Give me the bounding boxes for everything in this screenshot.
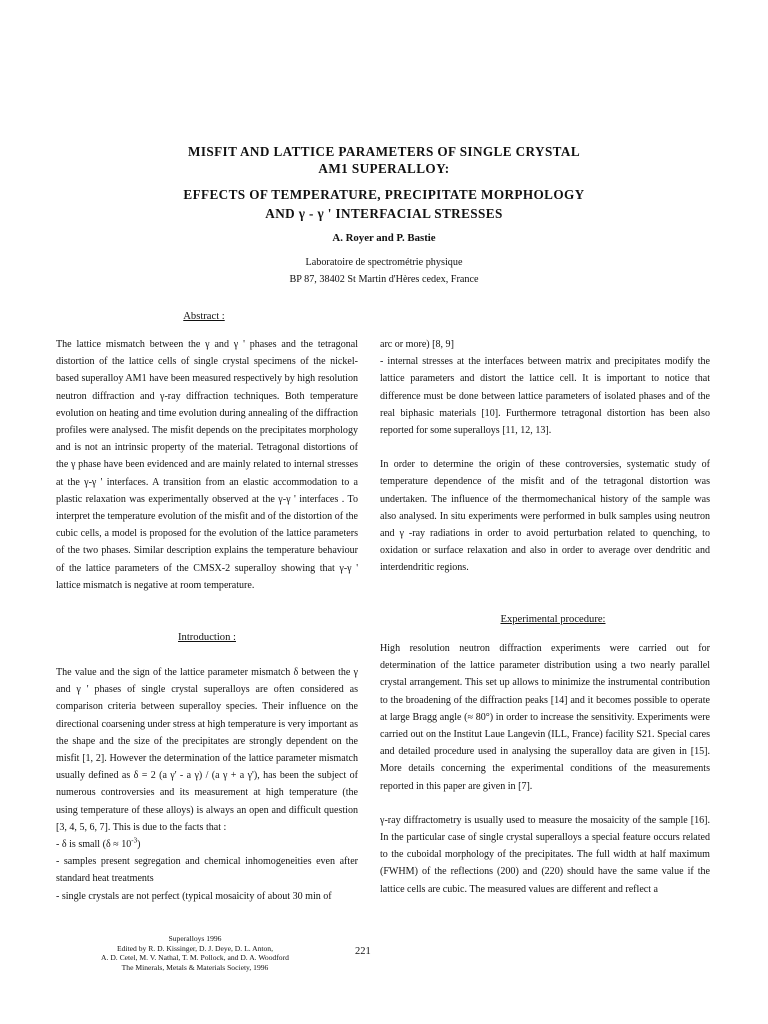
footer-line: A. D. Cetel, M. V. Nathal, T. M. Pollock, and D. A. Woodford (101, 953, 289, 963)
experimental-column (380, 640, 710, 898)
left-column (56, 336, 358, 594)
right-paragraph: - internal stresses at the interfaces between matrix and precipitates modify the lattice parameters and distort the lattice cell. It is important to notice that difference must be done between lattice parameters of isolated phases and of the real biphasic materials [10]. Furthermore tetragonal distortion has been also reported for some superalloys [11, 12, 13]. (380, 356, 710, 437)
title-line: EFFECTS OF TEMPERATURE, PRECIPITATE MORPHOLOGY (183, 187, 585, 202)
title-line: AND γ - γ ' INTERFACIAL STRESSES (265, 205, 503, 221)
right-paragraph: arc or more) [8, 9] (380, 339, 454, 350)
intro-bullet: - δ is small $(\delta \approx 10^{-3})$ (56, 836, 141, 851)
authors: A. Royer and P. Bastie (332, 232, 436, 244)
affiliation-line: BP 87, 38402 St Martin d'Hères cedex, France (289, 274, 479, 285)
intro-bullet: - samples present segregation and chemical inhomogeneities even after standard heat treatments (56, 856, 358, 885)
page-number: 221 (355, 946, 371, 957)
abstract-heading: Abstract : (183, 311, 225, 322)
footer-line: Superalloys 1996 (168, 934, 222, 943)
title-line: MISFIT AND LATTICE PARAMETERS OF SINGLE CRYSTAL (187, 144, 581, 159)
intro-bullet: - single crystals are not perfect (typical mosaicity of about 30 min of (56, 890, 332, 902)
introduction-heading: Introduction : (178, 632, 236, 643)
experimental-paragraph: γ-ray diffractometry is usually used to measure the mosaicity of the sample [16]. In the particular case of single crystal superalloys a special feature occurs related to the cuboidal morphology of the precipitates. The full width at half maximum (FWHM) of the reflections (200) and (220) should have the same value if the lattice cells are cubic. The measured values are different and reflect a (380, 814, 710, 895)
intro-text: The value and the sign of the lattice parameter mismatch δ between the γ and γ ' phases of single crystal superalloys are often considered as comparison criteria between superalloy species. Their influence on the directional coarsening under stress at high temperature is very important as the shape and the size of the precipitates are strongly dependent on the misfit [1, 2]. However the determination of the lattice parameter mismatch usually defined as δ = 2 (a γ' - a γ) / (a γ + a γ'), has been the subject of numerous controversies and its measurement at high temperature (the using temperature of these alloys) is always an open and difficult question [3, 4, 5, 6, 7]. This is due to the facts that : (56, 667, 358, 833)
paper-title (0, 144, 768, 222)
footer-line: The Minerals, Metals & Materials Society, 1996 (121, 962, 269, 972)
affiliation (0, 254, 768, 288)
right-column (380, 336, 710, 577)
experimental-paragraph: High resolution neutron diffraction experiments were carried out for determination of the lattice parameter distribution using a two nearly parallel crystal arrangement. This set up allows to minimize the instrumental contribution to the broadening of the diffraction peaks [14] and it becomes possible to operate at large Bragg angle (≈ 80°) in order to increase the sensitivity. Experiments were carried out on the Institut Laue Langevin (ILL, France) facility S21. Special cares and detailed procedure used in analysing the superalloy data are given in [15]. More details concerning the experimental conditions of the measurements reported in this paper are given in [7]. (380, 643, 710, 792)
publication-footer (50, 934, 340, 972)
right-paragraph: In order to determine the origin of these controversies, systematic study of temperature dependence of the misfit and of the tetragonal distortion was undertaken. The influence of the thermomechanical history of the sample was also analysed. In situ experiments were performed in bulk samples using neutron and γ -ray radiations in order to avoid perturbation related to quenching, to oxidation or surface relaxation and also in order to average over dendritic and interdendritic regions. (380, 459, 710, 574)
abstract-text: The lattice mismatch between the γ and γ ' phases and the tetragonal distortion of the lattice cells of single crystal specimens of the nickel-based superalloy AM1 have been measured respectively by high resolution neutron diffraction and γ-ray diffraction techniques. Both temperature evolution on heating and time evolution during annealing of the diffraction profiles were analysed. The misfit depends on the precipitates morphology and is not an intrinsic property of the material. Tetragonal distortions of the γ phase have been evidenced and are mainly related to internal stresses at the γ-γ ' interfaces. A transition from an elastic accommodation to a plastic relaxation was experimentally observed at the γ-γ ' interfaces . To interpret the temperature evolution of the misfit and of the distortion of the cubic cells, a model is proposed for the evolution of the lattice parameters of the two phases. Similar description explains the temperature behaviour of the lattice parameters of the CMSX-2 superalloy showing that γ-γ ' lattice mismatch is negative at room temperature. (56, 339, 358, 591)
title-line: AM1 SUPERALLOY: (318, 160, 450, 176)
footer-line: Edited by R. D. Kissinger, D. J. Deye, D. L. Anton, (117, 943, 273, 953)
affiliation-line: Laboratoire de spectrométrie physique (305, 257, 463, 268)
experimental-heading: Experimental procedure: (500, 614, 606, 625)
intro-column (56, 664, 358, 905)
